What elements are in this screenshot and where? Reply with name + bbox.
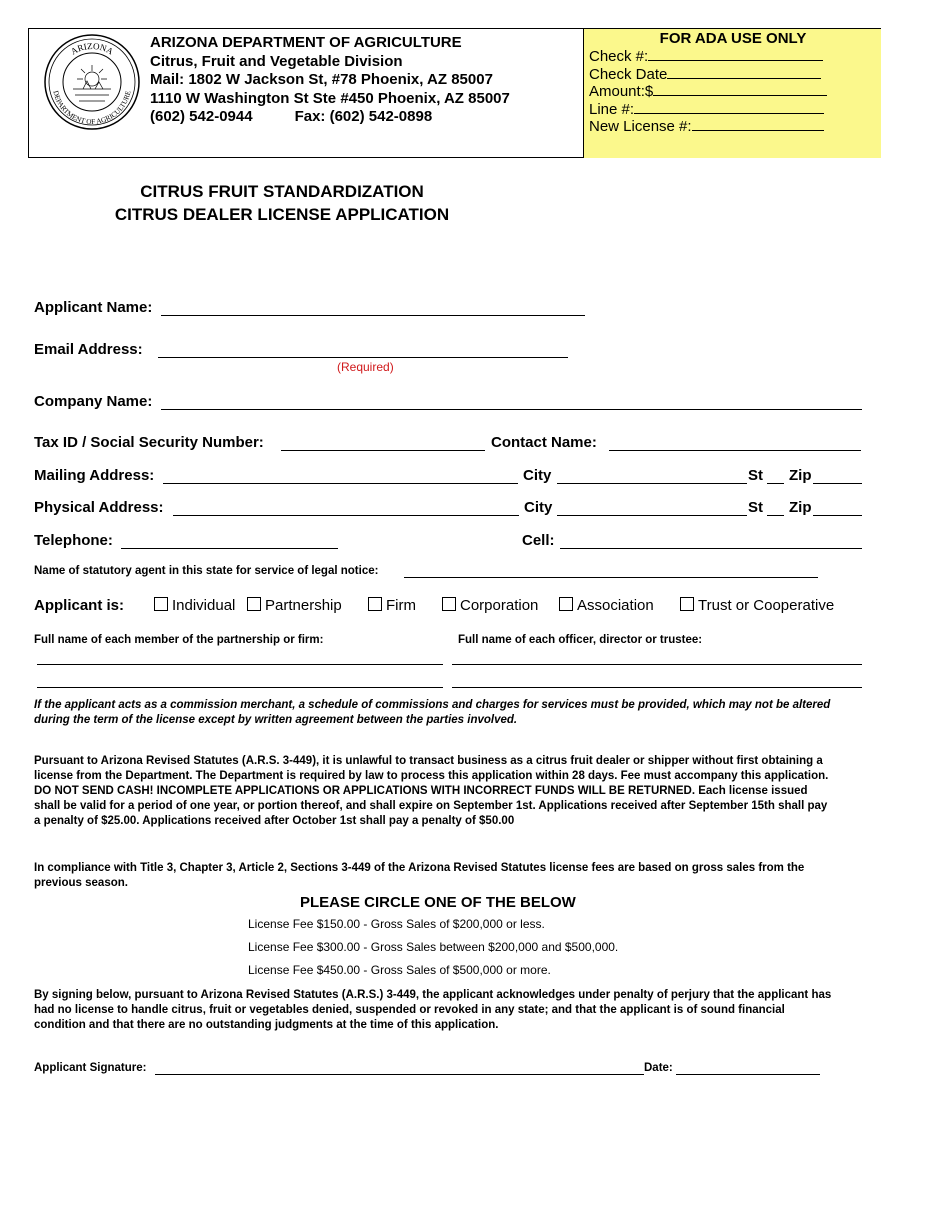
signature-field[interactable] [155,1074,644,1075]
physical-address-label: Physical Address: [34,499,164,516]
form-title-line2: CITRUS DEALER LICENSE APPLICATION [114,205,450,224]
telephone-field[interactable] [121,548,338,549]
email-field[interactable] [158,357,568,358]
statutory-agent-label: Name of statutory agent in this state for service of legal notice: [34,565,379,577]
applicant-type-partnership[interactable]: Partnership [247,597,342,614]
applicant-type-trust[interactable]: Trust or Cooperative [680,597,834,614]
partnership-members-label: Full name of each member of the partnership or firm: [34,634,324,646]
ada-title: FOR ADA USE ONLY [659,30,807,47]
physical-address-field[interactable] [173,515,519,516]
fee-option-450[interactable]: License Fee $450.00 - Gross Sales of $500,000 or more. [248,963,551,977]
mailing-city-label: City [523,467,552,484]
seal-bottom-text: DEPARTMENT OF AGRICULTURE [51,89,133,127]
mailing-city-field[interactable] [557,483,747,484]
form-title-line1: CITRUS FRUIT STANDARDIZATION [140,182,424,201]
mailing-zip-label: Zip [789,467,812,484]
association-checkbox[interactable] [559,597,573,611]
signature-label: Applicant Signature: [34,1062,147,1074]
physical-city-label: City [524,499,553,516]
ada-check-label: Check #: [589,48,649,65]
mailing-address-field[interactable] [163,483,518,484]
contact-name-field[interactable] [609,450,861,451]
applicant-type-firm[interactable]: Firm [368,597,416,614]
physical-zip-label: Zip [789,499,812,516]
division-name: Citrus, Fruit and Vegetable Division [150,52,403,70]
telephone-label: Telephone: [34,532,113,549]
applicant-name-label: Applicant Name: [34,299,153,316]
applicant-type-individual[interactable]: Individual [154,597,235,614]
mailing-state-label: St [748,467,763,484]
mailing-zip-field[interactable] [813,483,862,484]
commission-notice: If the applicant acts as a commission merchant, a schedule of commissions and charges for services must be provided, which may not be altered during the term of the license except by written agreement between the parties involved. [34,699,831,726]
header-box [28,28,881,158]
mailing-address-label: Mailing Address: [34,467,155,484]
physical-state-label: St [748,499,763,516]
physical-city-field[interactable] [557,515,747,516]
physical-state-field[interactable] [767,515,784,516]
statutory-agent-field[interactable] [404,577,818,578]
applicant-type-association[interactable]: Association [559,597,654,614]
fee-heading: PLEASE CIRCLE ONE OF THE BELOW [300,894,576,911]
ada-amount-label: Amount:$ [589,83,654,101]
partnership-checkbox[interactable] [247,597,261,611]
date-label: Date: [644,1062,673,1074]
physical-zip-field[interactable] [813,515,862,516]
applicant-type-label: Applicant is: [34,597,125,614]
trust-checkbox[interactable] [680,597,694,611]
applicant-name-field[interactable] [161,315,585,316]
individual-checkbox[interactable] [154,597,168,611]
fee-option-300[interactable]: License Fee $300.00 - Gross Sales between $200,000 and $500,000. [248,940,619,954]
contact-name-label: Contact Name: [491,434,597,451]
statute-notice: Pursuant to Arizona Revised Statutes (A.R.S. 3-449), it is unlawful to transact business as a citrus fruit dealer or shipper without first obtaining a license from the Department. The Department is required by law to process this application within 28 days. Fee must accompany this application. DO NOT SEND CASH! INCOMPLETE APPLICATIONS OR APPLICATIONS WITH INCORRECT FUNDS WILL BE RETURNED. Each license issued shall be valid for a period of one year, or portion thereof, and shall expire on September 1st. Applications received after September 15th shall pay a penalty of $25.00. Applications received after October 1st shall pay a penalty of $50.00 [34,755,829,827]
street-address: 1110 W Washington St Ste #450 Phoenix, AZ 85007 [150,89,510,107]
tax-id-label: Tax ID / Social Security Number: [34,434,264,451]
seal-top-text: ARIZONA [68,40,116,57]
company-name-field[interactable] [161,409,862,410]
company-name-label: Company Name: [34,393,153,410]
date-field[interactable] [676,1074,820,1075]
mail-address: Mail: 1802 W Jackson St, #78 Phoenix, AZ 85007 [150,71,493,88]
compliance-notice: In compliance with Title 3, Chapter 3, Article 2, Sections 3-449 of the Arizona Revised Statutes license fees are based on gross sales from the previous season. [34,862,805,889]
tax-id-field[interactable] [281,450,485,451]
officers-label: Full name of each officer, director or trustee: [458,634,703,646]
email-required-note: (Required) [337,360,394,374]
ada-new-license-label: New License #: [589,117,692,135]
officer-line-1[interactable] [452,664,862,665]
officer-line-2[interactable] [452,687,862,688]
ada-use-box [583,29,881,158]
applicant-type-corporation[interactable]: Corporation [442,597,538,614]
cell-label: Cell: [522,532,555,549]
department-seal-icon [43,33,141,131]
org-name: ARIZONA DEPARTMENT OF AGRICULTURE [150,34,462,51]
fee-option-150[interactable]: License Fee $150.00 - Gross Sales of $200,000 or less. [248,917,545,931]
email-label: Email Address: [34,341,143,358]
cell-field[interactable] [560,548,862,549]
perjury-notice: By signing below, pursuant to Arizona Revised Statutes (A.R.S.) 3-449, the applicant acknowledges under penalty of perjury that the applicant has had no license to handle citrus, fruit or vegetables denied, suspended or revoked in any state; and that the applicant is of sound financial condition and that there are no outstanding judgments at the time of this application. [34,989,832,1031]
firm-checkbox[interactable] [368,597,382,611]
ada-check-date-label: Check Date [589,66,668,84]
partnership-member-line-2[interactable] [37,687,443,688]
phone-number: (602) 542-0944 [150,108,253,125]
mailing-state-field[interactable] [767,483,784,484]
ada-line-label: Line #: [589,100,635,118]
fax-number: Fax: (602) 542-0898 [294,108,433,125]
corporation-checkbox[interactable] [442,597,456,611]
partnership-member-line-1[interactable] [37,664,443,665]
